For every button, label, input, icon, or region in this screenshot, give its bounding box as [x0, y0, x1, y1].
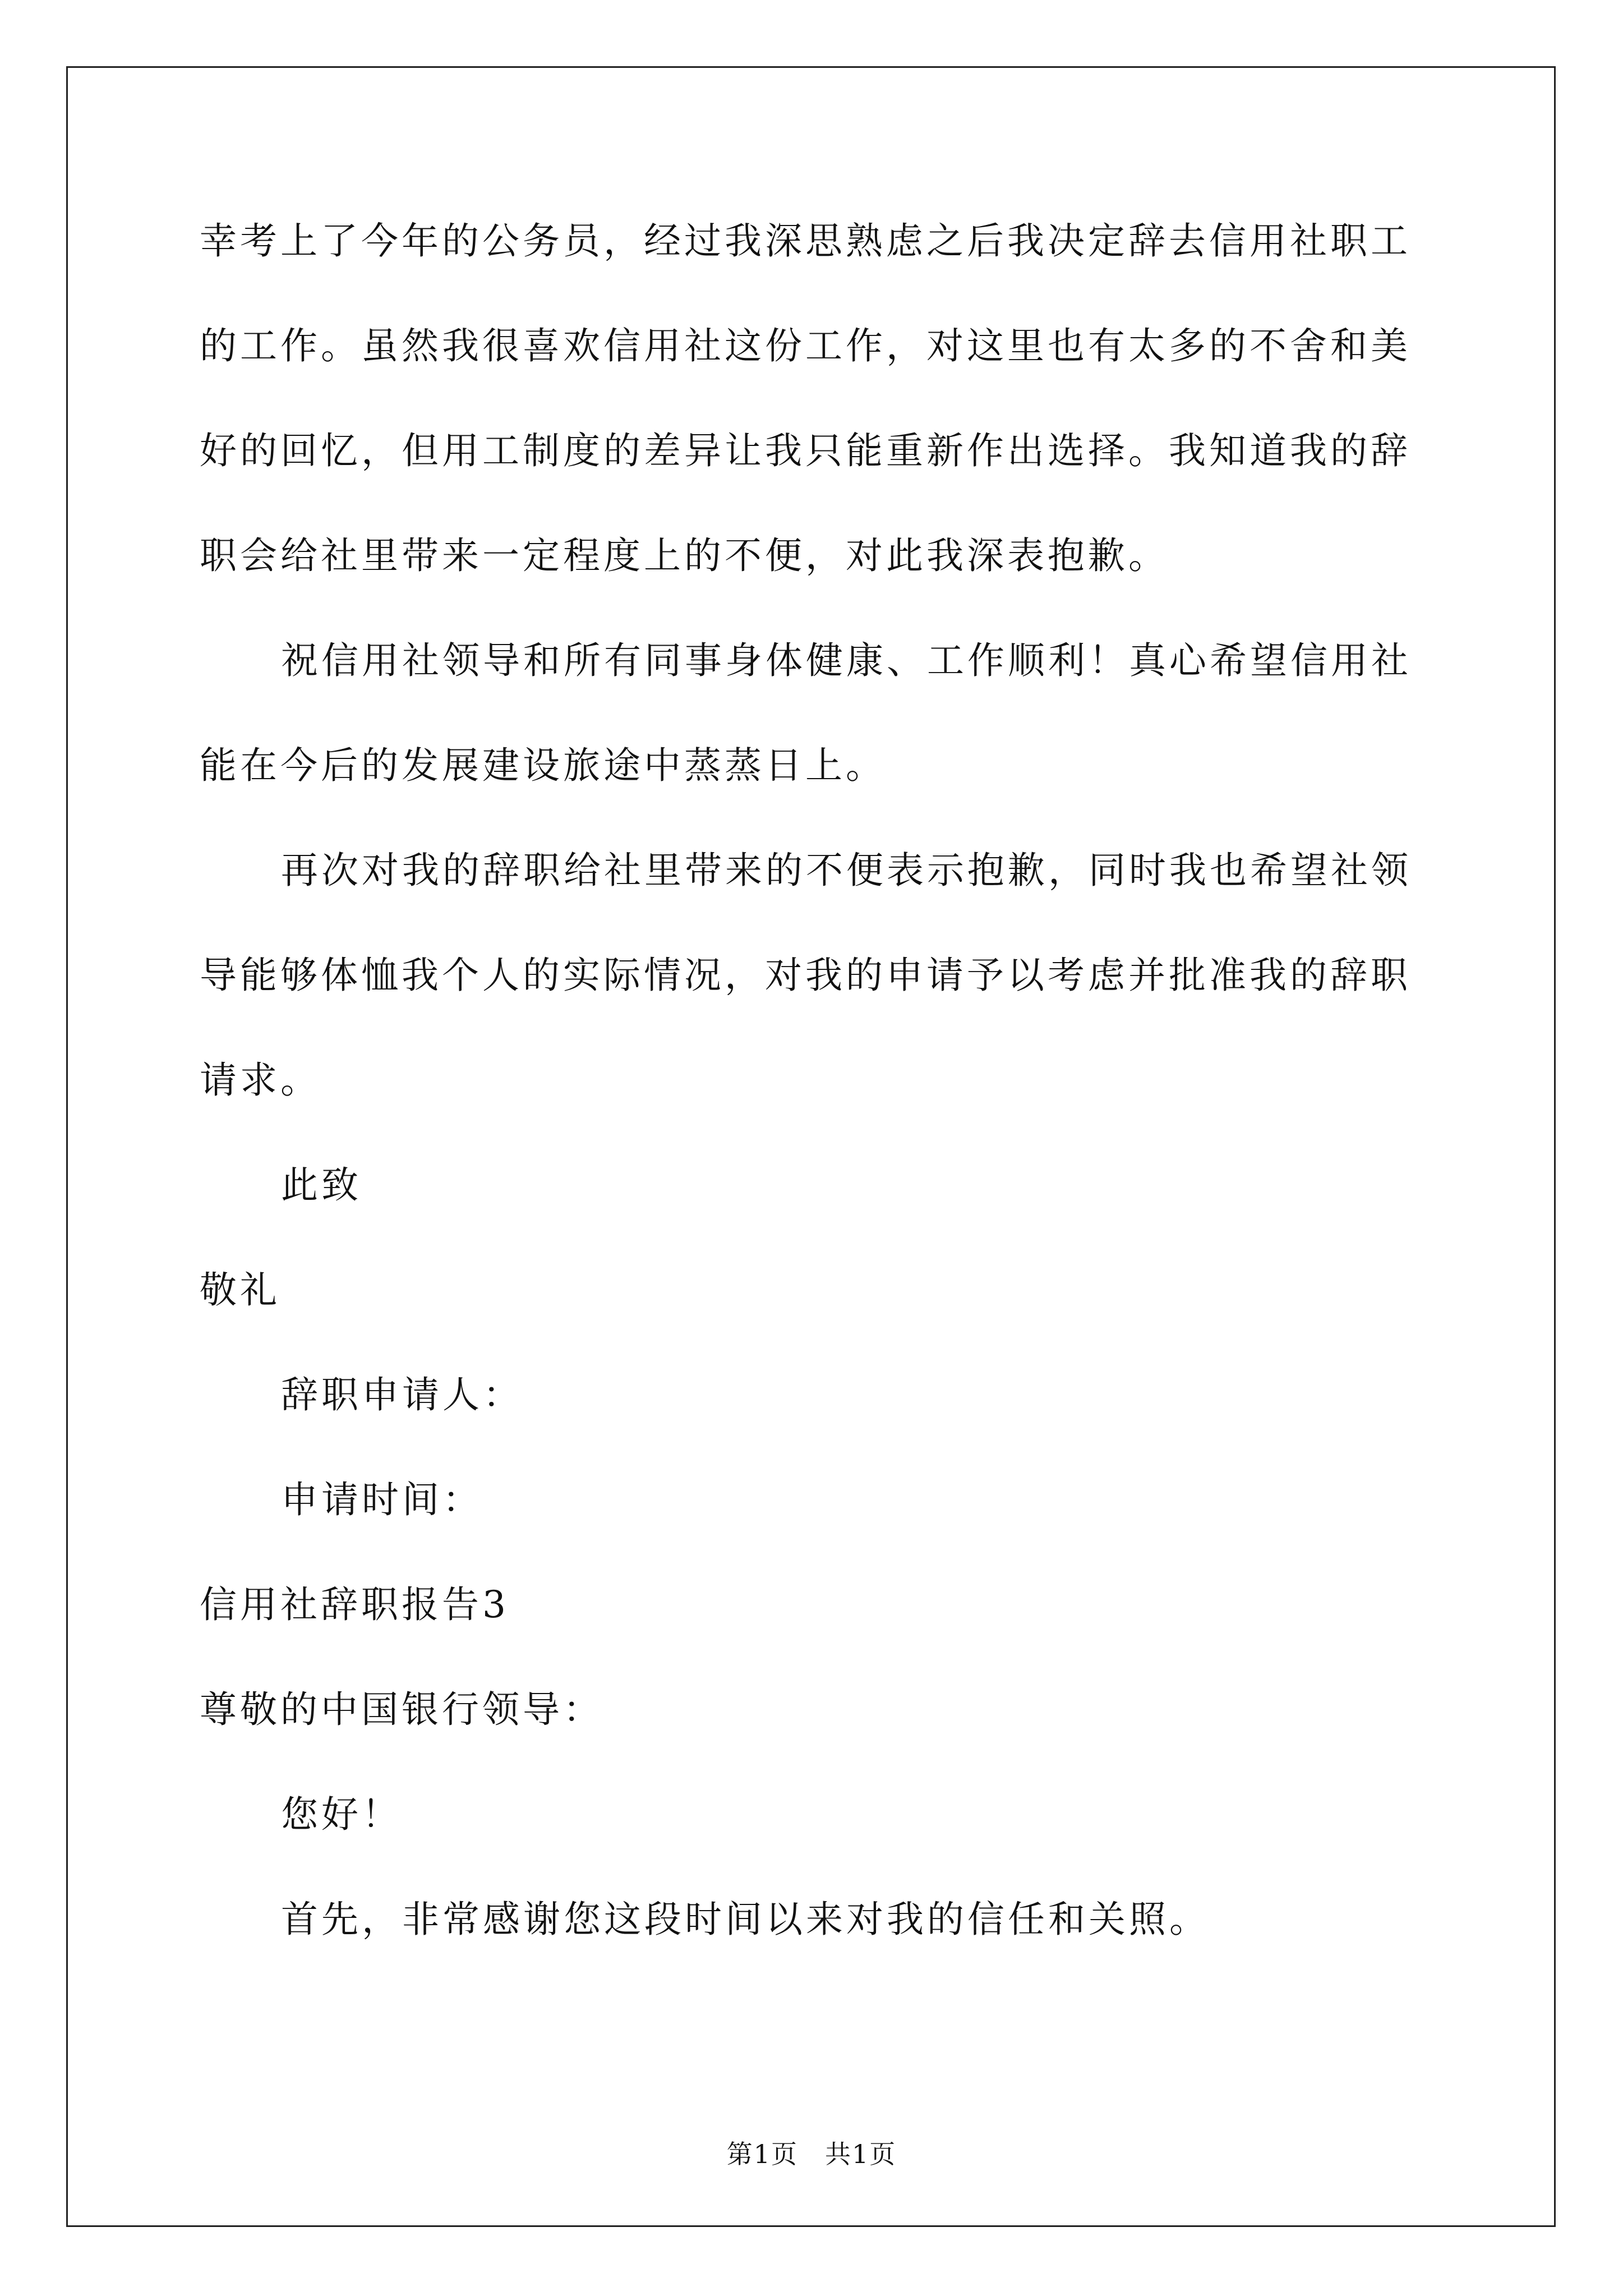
section-title: 信用社辞职报告3	[200, 1583, 509, 1626]
salute-line: 敬礼	[200, 1268, 280, 1312]
body-line: 幸考上了今年的公务员，经过我深思熟虑之后我决定辞去信用社职工	[200, 219, 1411, 263]
body-line: 能在今后的发展建设旅途中蒸蒸日上。	[200, 744, 886, 787]
body-line: 再次对我的辞职给社里带来的不便表示抱歉，同时我也希望社领	[281, 849, 1412, 892]
greeting-recipient: 尊敬的中国银行领导：	[200, 1688, 603, 1731]
date-label: 申请时间：	[281, 1478, 483, 1521]
closing-line: 此致	[281, 1163, 362, 1207]
applicant-label: 辞职申请人：	[281, 1373, 523, 1416]
thanks-line: 首先，非常感谢您这段时间以来对我的信任和关照。	[281, 1898, 1210, 1941]
page-footer: 第1页 共1页	[726, 2139, 897, 2169]
greeting-hello: 您好！	[281, 1793, 402, 1836]
body-line: 职会给社里带来一定程度上的不便，对此我深表抱歉。	[200, 534, 1169, 577]
body-line: 的工作。虽然我很喜欢信用社这份工作，对这里也有太多的不舍和美	[200, 324, 1411, 367]
body-line: 祝信用社领导和所有同事身体健康、工作顺利！真心希望信用社	[281, 639, 1412, 682]
body-line: 请求。	[200, 1059, 321, 1102]
body-line: 导能够体恤我个人的实际情况，对我的申请予以考虑并批准我的辞职	[200, 954, 1411, 997]
body-line: 好的回忆，但用工制度的差异让我只能重新作出选择。我知道我的辞	[200, 429, 1411, 472]
